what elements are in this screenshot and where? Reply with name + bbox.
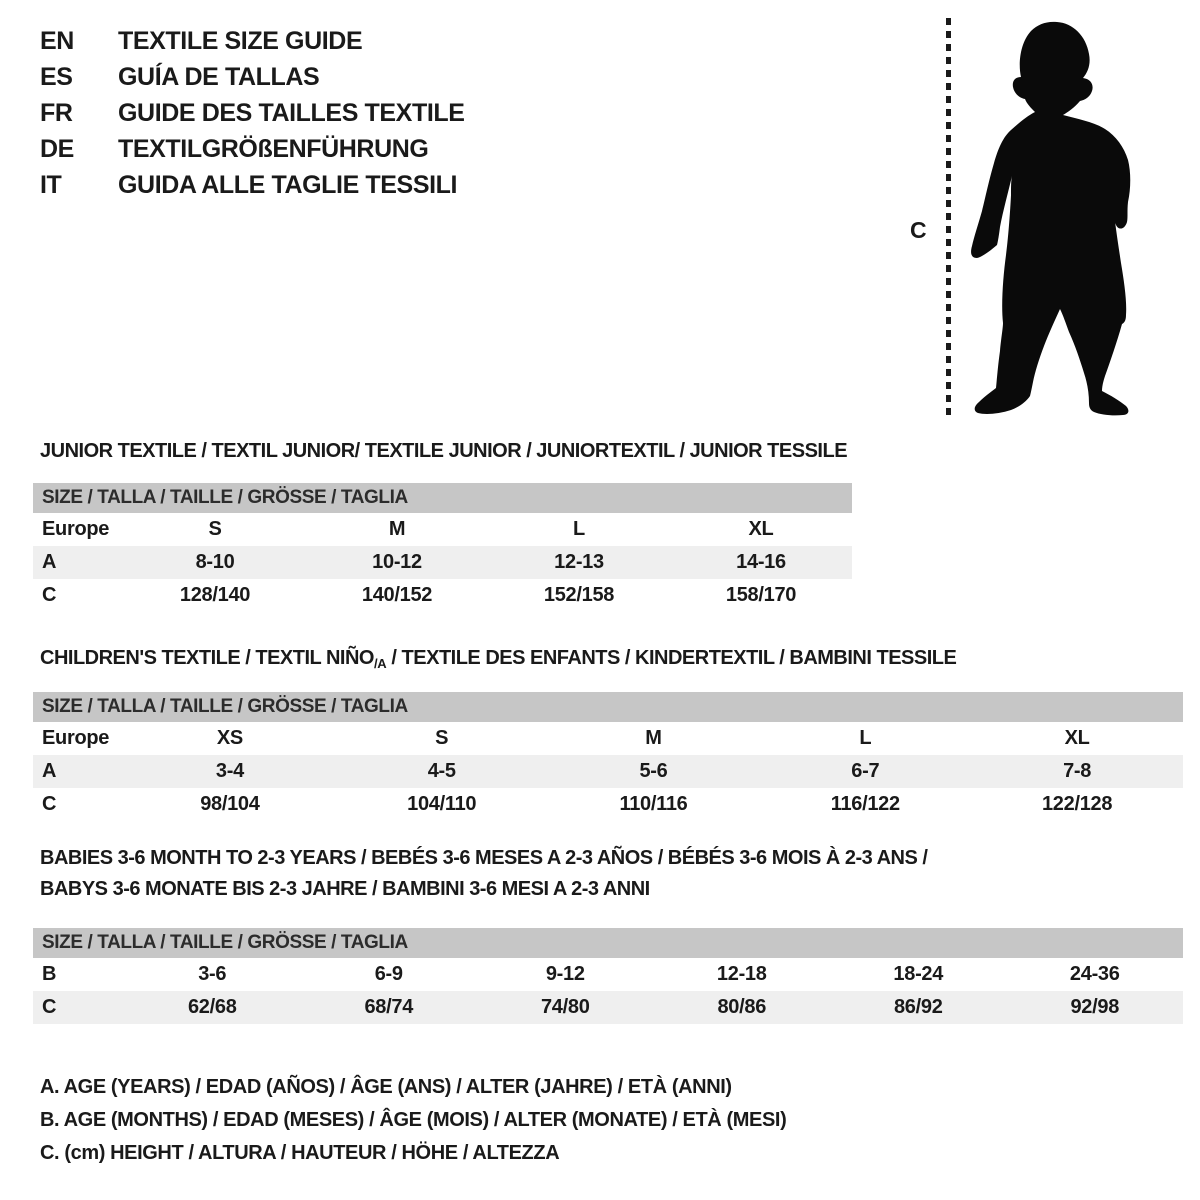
section-childrens-textile <box>33 643 1183 821</box>
legend <box>40 1071 786 1170</box>
section-heading <box>33 843 1183 905</box>
size-cell: 68/74 <box>364 996 414 1018</box>
size-cell: 12-18 <box>716 963 767 985</box>
size-cell: 152/158 <box>543 584 615 606</box>
row-label: C <box>42 793 57 815</box>
table-row-europe <box>33 513 852 546</box>
section-heading <box>33 643 1183 675</box>
language-code: IT <box>40 171 62 199</box>
height-measure-line <box>946 18 951 415</box>
section-heading-line <box>40 843 1183 874</box>
language-title: GUIDE DES TAILLES TEXTILE <box>118 99 465 127</box>
size-cell: XS <box>216 727 243 749</box>
heading-text: / TEXTILE DES ENFANTS / KINDERTEXTIL / BAMBINI TESSILE <box>386 647 957 669</box>
size-cell: M <box>645 727 662 749</box>
table-row-c <box>33 991 1183 1024</box>
size-cell: 92/98 <box>1070 996 1120 1018</box>
size-cell: 6-7 <box>851 760 880 782</box>
language-row <box>40 63 465 99</box>
size-cell: 62/68 <box>187 996 237 1018</box>
table-row-a <box>33 755 1183 788</box>
size-cell: 104/110 <box>407 793 477 815</box>
size-cell: 80/86 <box>717 996 767 1018</box>
language-row <box>40 27 465 63</box>
section-babies-textile <box>33 843 1183 1024</box>
size-cell: 24-36 <box>1069 963 1120 985</box>
row-label: A <box>42 760 57 782</box>
size-cell: 6-9 <box>374 963 403 985</box>
heading-text: CHILDREN'S TEXTILE / TEXTIL NIÑO <box>40 647 374 669</box>
section-heading-line <box>40 874 1183 905</box>
section-junior-textile <box>33 436 852 612</box>
size-cell: 5-6 <box>639 760 668 782</box>
table-row-c <box>33 788 1183 821</box>
language-code: EN <box>40 27 74 55</box>
size-cell: 158/170 <box>725 584 797 606</box>
language-code: ES <box>40 63 73 91</box>
size-cell: 18-24 <box>893 963 944 985</box>
section-heading-line <box>40 643 1183 675</box>
table-row-a <box>33 546 852 579</box>
table-header-band: SIZE / TALLA / TAILLE / GRÖSSE / TAGLIA <box>33 692 1183 722</box>
size-cell: 10-12 <box>372 551 422 573</box>
size-cell: 8-10 <box>195 551 235 573</box>
toddler-silhouette <box>965 15 1140 420</box>
table-row-europe <box>33 722 1183 755</box>
size-cell: S <box>208 518 222 540</box>
language-code: FR <box>40 99 73 127</box>
children-size-table <box>33 692 1183 821</box>
size-cell: 116/122 <box>830 793 900 815</box>
size-cell: M <box>388 518 406 540</box>
heading-text: BABYS 3-6 MONATE BIS 2-3 JAHRE / BAMBINI 3-6 MESI A 2-3 ANNI <box>40 878 650 900</box>
language-row <box>40 99 465 135</box>
size-cell: 12-13 <box>554 551 604 573</box>
language-title: GUIDA ALLE TAGLIE TESSILI <box>118 171 458 199</box>
junior-size-table <box>33 483 852 612</box>
size-cell: 122/128 <box>1041 793 1113 815</box>
section-heading-line <box>40 436 852 467</box>
language-row <box>40 135 465 171</box>
language-code: DE <box>40 135 74 163</box>
size-cell: 86/92 <box>893 996 943 1018</box>
table-row-b <box>33 958 1183 991</box>
row-label: C <box>42 584 57 606</box>
size-cell: 74/80 <box>540 996 590 1018</box>
size-cell: S <box>435 727 449 749</box>
language-row <box>40 171 465 207</box>
size-cell: XL <box>748 518 774 540</box>
size-cell: 9-12 <box>545 963 585 985</box>
size-cell: 3-6 <box>198 963 227 985</box>
row-label: A <box>42 551 57 573</box>
legend-line: A. AGE (YEARS) / EDAD (AÑOS) / ÂGE (ANS) / ALTER (JAHRE) / ETÀ (ANNI) <box>40 1076 732 1098</box>
table-row-c <box>33 579 852 612</box>
table-header-band: SIZE / TALLA / TAILLE / GRÖSSE / TAGLIA <box>33 483 852 513</box>
size-cell: 14-16 <box>736 551 786 573</box>
size-cell: L <box>859 727 872 749</box>
language-title: TEXTILE SIZE GUIDE <box>118 27 363 55</box>
size-cell: 110/116 <box>619 793 688 815</box>
size-cell: 140/152 <box>361 584 433 606</box>
height-measure-label: C <box>910 217 927 243</box>
row-label: C <box>42 996 57 1018</box>
row-label: B <box>42 963 57 985</box>
size-cell: 98/104 <box>200 793 260 815</box>
language-list <box>40 27 465 207</box>
row-label: Europe <box>42 518 110 540</box>
size-cell: XL <box>1064 727 1090 749</box>
section-heading <box>33 436 852 467</box>
row-label: Europe <box>42 727 110 749</box>
language-title: GUÍA DE TALLAS <box>118 63 320 91</box>
babies-size-table <box>33 928 1183 1024</box>
legend-line: C. (cm) HEIGHT / ALTURA / HAUTEUR / HÖHE / ALTEZZA <box>40 1142 560 1164</box>
legend-line: B. AGE (MONTHS) / EDAD (MESES) / ÂGE (MOIS) / ALTER (MONATE) / ETÀ (MESI) <box>40 1109 787 1131</box>
heading-text: BABIES 3-6 MONTH TO 2-3 YEARS / BEBÉS 3-6 MESES A 2-3 AÑOS / BÉBÉS 3-6 MOIS À 2-3 ANS / <box>40 847 928 869</box>
size-cell: 3-4 <box>215 760 244 782</box>
language-title: TEXTILGRÖßENFÜHRUNG <box>118 135 429 163</box>
size-cell: 7-8 <box>1063 760 1092 782</box>
size-cell: 4-5 <box>427 760 456 782</box>
heading-text: JUNIOR TEXTILE / TEXTIL JUNIOR/ TEXTILE JUNIOR / JUNIORTEXTIL / JUNIOR TESSILE <box>40 440 848 462</box>
heading-subscript: /A <box>373 656 387 671</box>
size-cell: 128/140 <box>179 584 251 606</box>
size-cell: L <box>573 518 585 540</box>
table-header-band: SIZE / TALLA / TAILLE / GRÖSSE / TAGLIA <box>33 928 1183 958</box>
